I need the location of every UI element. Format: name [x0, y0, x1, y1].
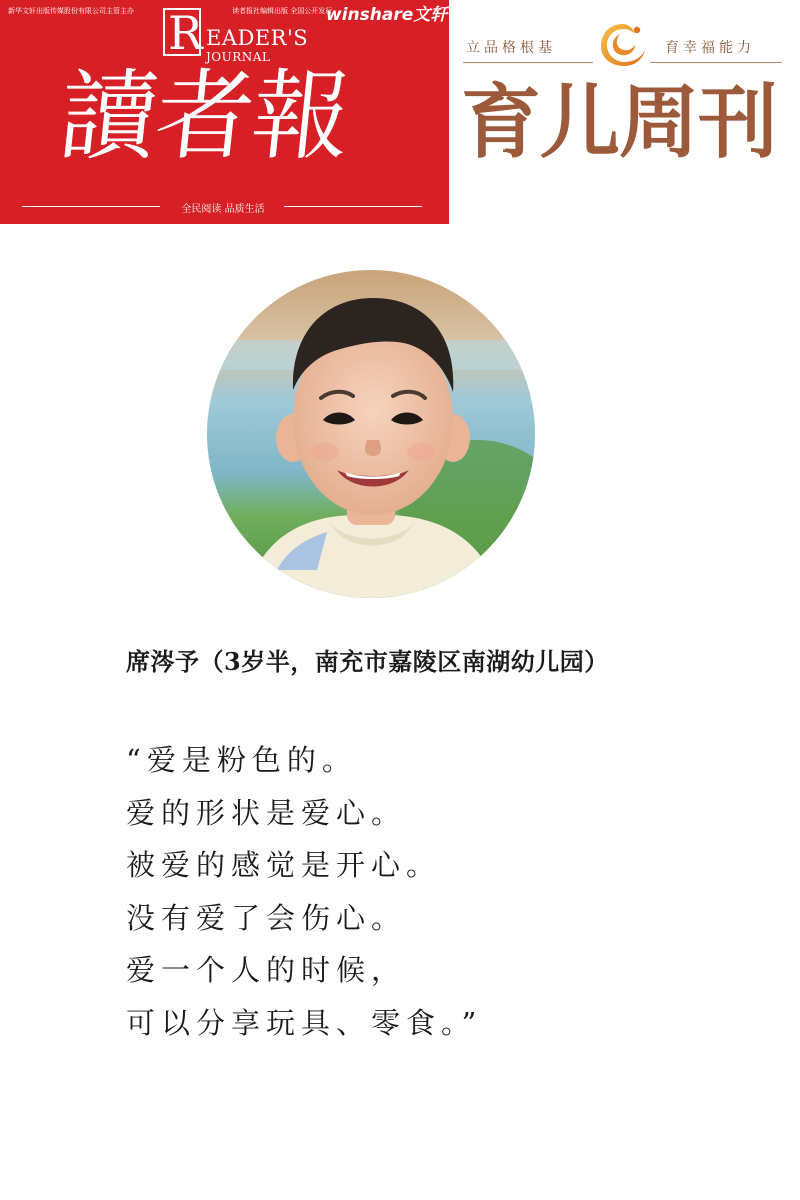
poem-line: “爱是粉色的。: [126, 743, 357, 777]
poem-line: 爱的形状是爱心。: [126, 795, 407, 830]
poem-line: 可以分享玩具、零食。”: [126, 1005, 483, 1040]
masthead-readers: EADER'S: [206, 26, 309, 50]
masthead-initial: R: [168, 6, 203, 60]
divider: [463, 62, 593, 63]
publisher-text: 读者报社编辑出版 全国公开发行: [232, 7, 333, 15]
child-caption: 席涔予（3岁半，南充市嘉陵区南湖幼儿园）: [126, 647, 609, 676]
child-portrait-icon: [207, 270, 535, 598]
parenting-weekly-title: 育儿周刊: [461, 76, 777, 169]
poem-line: 爱一个人的时候，: [126, 953, 407, 987]
divider: [650, 62, 782, 63]
poem-line: 被爱的感觉是开心。: [126, 848, 442, 882]
sponsor-text: 新华文轩出版传媒股份有限公司主管主办: [8, 7, 134, 15]
poem-line: 没有爱了会伤心。: [126, 900, 407, 935]
poem: [126, 734, 482, 1049]
readers-journal-logo: 讀者報: [54, 60, 355, 174]
slogan: 全民阅读 品质生活: [181, 204, 265, 215]
tagline-left: 立品格根基: [466, 40, 556, 56]
masthead-journal: JOURNAL: [206, 50, 271, 64]
tagline-right: 育幸福能力: [665, 40, 755, 56]
swirl-emblem-icon: [597, 20, 649, 70]
divider: [22, 206, 160, 207]
divider: [284, 206, 422, 207]
readers-journal-banner: [0, 0, 449, 224]
child-portrait: [207, 270, 535, 598]
winshare-logo: winshare文轩: [326, 5, 448, 25]
